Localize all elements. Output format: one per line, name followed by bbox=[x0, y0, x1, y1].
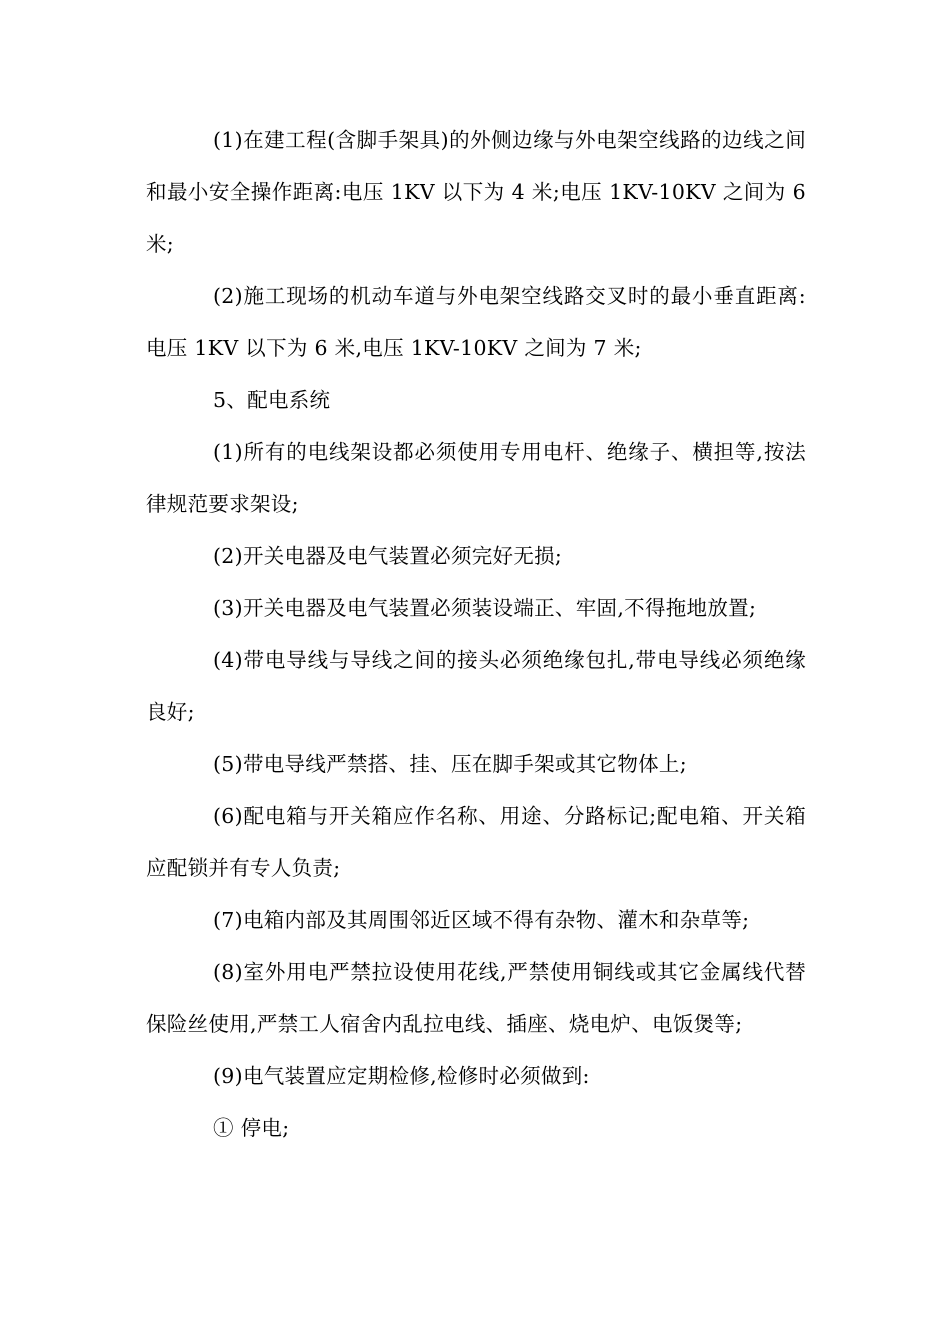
paragraph-item-6: (6)配电箱与开关箱应作名称、用途、分路标记;配电箱、开关箱应配锁并有专人负责; bbox=[146, 804, 806, 880]
paragraph-item-1: (1)所有的电线架设都必须使用专用电杆、绝缘子、横担等,按法律规范要求架设; bbox=[146, 440, 806, 516]
paragraph-item-5: (5)带电导线严禁搭、挂、压在脚手架或其它物体上; bbox=[213, 752, 687, 776]
paragraph-item-4: (4)带电导线与导线之间的接头必须绝缘包扎,带电导线必须绝缘良好; bbox=[146, 648, 806, 724]
paragraph-subitem-power-off: ① 停电; bbox=[213, 1116, 290, 1140]
paragraph-item-2: (2)开关电器及电气装置必须完好无损; bbox=[213, 544, 563, 568]
paragraph-item-3: (3)开关电器及电气装置必须装设端正、牢固,不得拖地放置; bbox=[213, 596, 757, 620]
paragraph-clearance-roadway: (2)施工现场的机动车道与外电架空线路交叉时的最小垂直距离:电压 1KV 以下为 6 米,电压 1KV-10KV 之间为 7 米; bbox=[146, 284, 806, 360]
paragraph-item-7: (7)电箱内部及其周围邻近区域不得有杂物、灌木和杂草等; bbox=[213, 908, 750, 932]
paragraph-clearance-building: (1)在建工程(含脚手架具)的外侧边缘与外电架空线路的边线之间和最小安全操作距离:电压 1KV 以下为 4 米;电压 1KV-10KV 之间为 6 米; bbox=[146, 128, 806, 256]
paragraph-item-8: (8)室外用电严禁拉设使用花线,严禁使用铜线或其它金属线代替保险丝使用,严禁工人宿舍内乱拉电线、插座、烧电炉、电饭煲等; bbox=[146, 960, 806, 1036]
section-heading-distribution-system: 5、配电系统 bbox=[213, 388, 331, 412]
document-body bbox=[146, 114, 806, 1154]
paragraph-item-9: (9)电气装置应定期检修,检修时必须做到: bbox=[213, 1064, 590, 1088]
